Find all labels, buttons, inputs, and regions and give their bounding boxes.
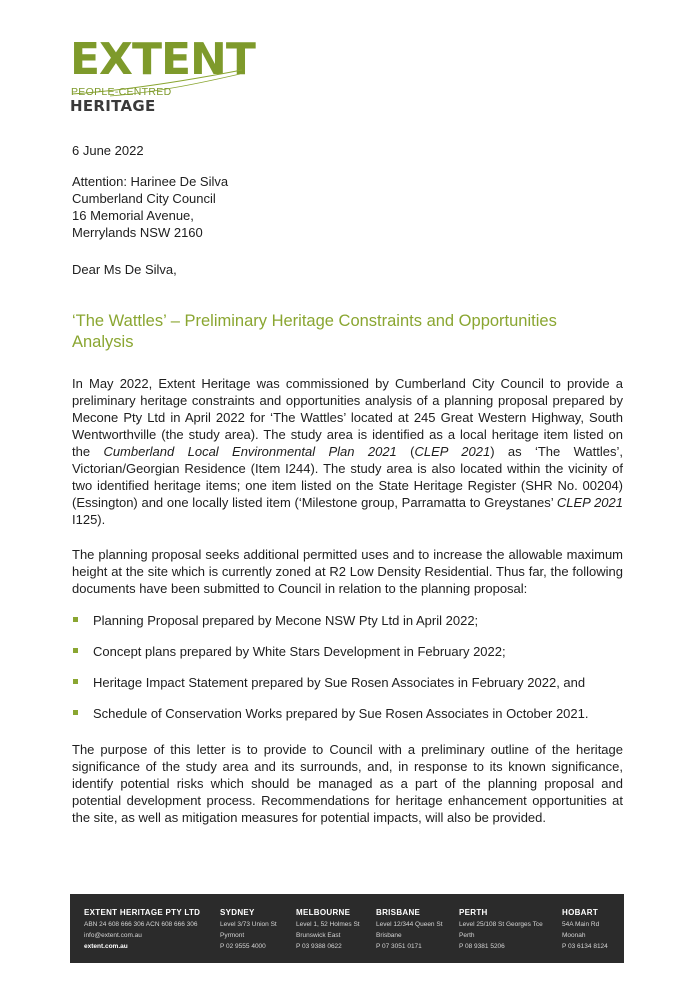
letter-heading — [72, 311, 623, 353]
salutation: Dear Ms De Silva, — [72, 262, 177, 277]
bullet-square-icon — [73, 648, 78, 653]
logo-subtitle: HERITAGE — [70, 97, 156, 115]
office-address: Level 1, 52 Holmes St — [296, 921, 360, 928]
company-email[interactable]: info@extent.com.au — [84, 932, 142, 939]
office-address: Level 12/344 Queen St — [376, 921, 443, 928]
office-phone: P 08 9381 5206 — [459, 943, 505, 950]
footer-office-hobart — [562, 907, 608, 952]
office-phone: P 03 9388 0622 — [296, 943, 342, 950]
heading-line: ‘The Wattles’ – Preliminary Heritage Constraints and Opportunities — [72, 312, 557, 330]
paragraph-intro — [72, 375, 623, 528]
address-line: 16 Memorial Avenue, — [72, 208, 194, 223]
text-run: I125). — [72, 512, 106, 527]
office-phone: P 03 6134 8124 — [562, 943, 608, 950]
office-city: SYDNEY — [220, 908, 255, 917]
company-name: EXTENT HERITAGE PTY LTD — [84, 908, 201, 917]
logo-wordmark: EXTENT — [70, 34, 255, 85]
address-line: Attention: Harinee De Silva — [72, 174, 229, 189]
office-suburb: Brunswick East — [296, 932, 341, 939]
list-item-text: Heritage Impact Statement prepared by Sue Rosen Associates in February 2022, and — [93, 675, 586, 690]
office-address: Level 3/73 Union St — [220, 921, 277, 928]
office-suburb: Brisbane — [376, 932, 402, 939]
list-item-text: Schedule of Conservation Works prepared by Sue Rosen Associates in October 2021. — [93, 706, 589, 721]
extent-heritage-logo — [70, 34, 255, 118]
italic-run: Cumberland Local Environmental Plan 2021 — [103, 444, 397, 459]
documents-list — [72, 612, 623, 736]
bullet-square-icon — [73, 679, 78, 684]
office-city: MELBOURNE — [296, 908, 351, 917]
text-run: In May 2022, Extent Heritage was commissioned by Cumberland City Council to provide a preliminary heritage constraints and opportunities analysis of a planning proposal prepared by Mecone Pty Ltd in April 2022 for ‘The Wattles’ located at 245 Great Western Highway, South Wentworthville (the study area). The study area is identified as a local heritage item listed on the — [72, 376, 623, 459]
address-line: Merrylands NSW 2160 — [72, 225, 203, 240]
footer-office-sydney — [220, 907, 277, 952]
office-address: Level 25/108 St Georges Tce — [459, 921, 543, 928]
office-suburb: Moonah — [562, 932, 586, 939]
paragraph-purpose: The purpose of this letter is to provide to Council with a preliminary outline of the heritage significance of the study area and its surrounds, and, in response to its known significance, identify potential risks which should be managed as a part of the planning proposal and potential development process. Recommendations for heritage enhancement opportunities at the site, as well as mitigation measures for potential impacts, will also be provided. — [72, 742, 623, 825]
footer-company — [84, 907, 200, 952]
office-city: BRISBANE — [376, 908, 421, 917]
address-line: Cumberland City Council — [72, 191, 216, 206]
office-city: PERTH — [459, 908, 488, 917]
letter-date: 6 June 2022 — [72, 143, 144, 158]
italic-run: CLEP 2021 — [556, 495, 623, 510]
bullet-square-icon — [73, 617, 78, 622]
office-city: HOBART — [562, 908, 599, 917]
office-phone: P 07 3051 0171 — [376, 943, 422, 950]
office-suburb: Pyrmont — [220, 932, 245, 939]
list-item-text: Concept plans prepared by White Stars Development in February 2022; — [93, 644, 506, 659]
footer-office-brisbane — [376, 907, 443, 952]
list-item — [72, 674, 623, 705]
recipient-address — [72, 173, 623, 241]
bullet-square-icon — [73, 710, 78, 715]
company-website[interactable]: extent.com.au — [84, 943, 128, 950]
list-item — [72, 643, 623, 674]
footer-office-perth — [459, 907, 543, 952]
list-item — [72, 612, 623, 643]
italic-run: CLEP 2021 — [414, 444, 491, 459]
letterhead-footer — [70, 894, 624, 963]
paragraph-proposal: The planning proposal seeks additional permitted uses and to increase the allowable maximum height at the site which is currently zoned at R2 Low Density Residential. Thus far, the following documents have been submitted to Council in relation to the planning proposal: — [72, 547, 623, 596]
list-item — [72, 705, 623, 736]
text-run: ) as ‘The Wattles’, Victorian/Georgian Residence (Item I244). The study area is also located within the vicinity of two identified heritage items; one item listed on the State Heritage Register (SHR No. 00204) (Essington) and one locally listed item (‘Milestone group, Parramatta to Greystanes’ — [72, 444, 623, 510]
office-address: 54A Main Rd — [562, 921, 600, 928]
office-phone: P 02 9555 4000 — [220, 943, 266, 950]
office-suburb: Perth — [459, 932, 475, 939]
company-abn: ABN 24 608 666 306 ACN 608 666 306 — [84, 921, 198, 928]
list-item-text: Planning Proposal prepared by Mecone NSW Pty Ltd in April 2022; — [93, 613, 479, 628]
heading-line: Analysis — [72, 333, 134, 351]
footer-office-melbourne — [296, 907, 360, 952]
text-run: ( — [396, 444, 415, 459]
logo-tagline: PEOPLE-CENTRED — [71, 86, 172, 98]
